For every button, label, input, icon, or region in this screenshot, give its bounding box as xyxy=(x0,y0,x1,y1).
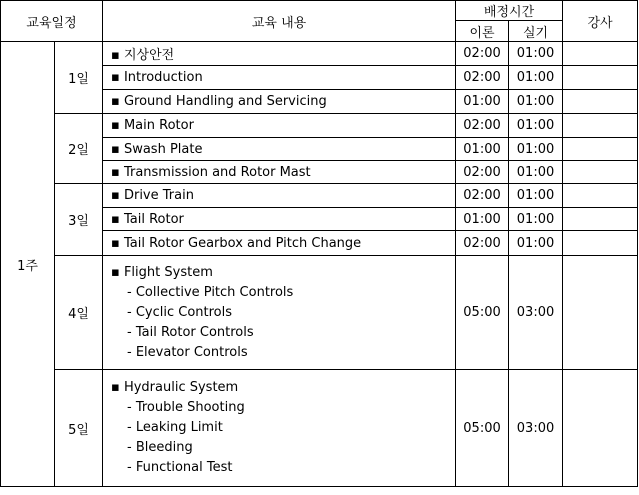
list-item: - Elevator Controls xyxy=(127,344,248,360)
content-cell: ▪ Transmission and Rotor Mast xyxy=(103,161,456,184)
header-schedule: 교육일정 xyxy=(1,1,103,42)
list-item: - Collective Pitch Controls xyxy=(127,284,294,300)
instructor-cell xyxy=(563,90,638,114)
content-cell: ▪ 지상안전 xyxy=(103,42,456,66)
table-row xyxy=(1,114,638,138)
practice-cell: 01:00 xyxy=(509,66,563,90)
day-label: 1일 xyxy=(55,42,103,114)
theory-cell: 02:00 xyxy=(456,161,509,184)
theory-cell: 02:00 xyxy=(456,231,509,256)
content-cell: ▪ Drive Train xyxy=(103,184,456,208)
header-instructor: 강사 xyxy=(563,1,638,42)
content-cell: ▪ Swash Plate xyxy=(103,138,456,161)
instructor-cell xyxy=(563,114,638,138)
day-label: 5일 xyxy=(55,370,103,487)
theory-cell: 01:00 xyxy=(456,138,509,161)
instructor-cell xyxy=(563,208,638,231)
instructor-cell xyxy=(563,161,638,184)
day-label: 4일 xyxy=(55,256,103,370)
list-item: ▪ Hydraulic System xyxy=(111,380,239,395)
practice-cell: 01:00 xyxy=(509,161,563,184)
header-practice: 실기 xyxy=(509,21,563,42)
practice-cell: 01:00 xyxy=(509,114,563,138)
instructor-cell xyxy=(563,370,638,487)
practice-cell: 01:00 xyxy=(509,208,563,231)
list-item: - Leaking Limit xyxy=(127,420,223,435)
instructor-cell xyxy=(563,184,638,208)
instructor-cell xyxy=(563,66,638,90)
list-item: - Cyclic Controls xyxy=(127,304,233,320)
list-item: - Bleeding xyxy=(127,440,193,455)
theory-cell: 02:00 xyxy=(456,114,509,138)
day-label: 3일 xyxy=(55,184,103,256)
list-item: - Tail Rotor Controls xyxy=(127,324,254,340)
theory-cell: 01:00 xyxy=(456,90,509,114)
week-cell: 1주 xyxy=(1,42,55,487)
practice-cell: 01:00 xyxy=(509,184,563,208)
day-label: 2일 xyxy=(55,114,103,184)
instructor-cell xyxy=(563,42,638,66)
content-cell: ▪ Introduction xyxy=(103,66,456,90)
content-cell: ▪ Tail Rotor xyxy=(103,208,456,231)
table-row xyxy=(1,42,638,66)
header-time-allocation: 배정시간 xyxy=(456,1,563,21)
header-content: 교육 내용 xyxy=(103,1,456,42)
content-cell xyxy=(103,370,456,487)
list-item: - Trouble Shooting xyxy=(127,400,245,415)
instructor-cell xyxy=(563,138,638,161)
theory-cell: 02:00 xyxy=(456,66,509,90)
table-row xyxy=(1,256,638,370)
instructor-cell xyxy=(563,256,638,370)
theory-cell: 05:00 xyxy=(456,256,509,370)
header-theory: 이론 xyxy=(456,21,509,42)
practice-cell: 03:00 xyxy=(509,370,563,487)
theory-cell: 05:00 xyxy=(456,370,509,487)
theory-cell: 02:00 xyxy=(456,184,509,208)
practice-cell: 01:00 xyxy=(509,138,563,161)
table-row xyxy=(1,370,638,487)
instructor-cell xyxy=(563,231,638,256)
practice-cell: 01:00 xyxy=(509,231,563,256)
list-item: ▪ Flight System xyxy=(111,264,213,280)
header-row xyxy=(1,1,638,21)
theory-cell: 02:00 xyxy=(456,42,509,66)
content-cell: ▪ Main Rotor xyxy=(103,114,456,138)
content-cell xyxy=(103,256,456,370)
table-row xyxy=(1,184,638,208)
practice-cell: 01:00 xyxy=(509,90,563,114)
practice-cell: 01:00 xyxy=(509,42,563,66)
theory-cell: 01:00 xyxy=(456,208,509,231)
practice-cell: 03:00 xyxy=(509,256,563,370)
content-cell: ▪ Ground Handling and Servicing xyxy=(103,90,456,114)
content-cell: ▪ Tail Rotor Gearbox and Pitch Change xyxy=(103,231,456,256)
list-item: - Functional Test xyxy=(127,460,233,475)
